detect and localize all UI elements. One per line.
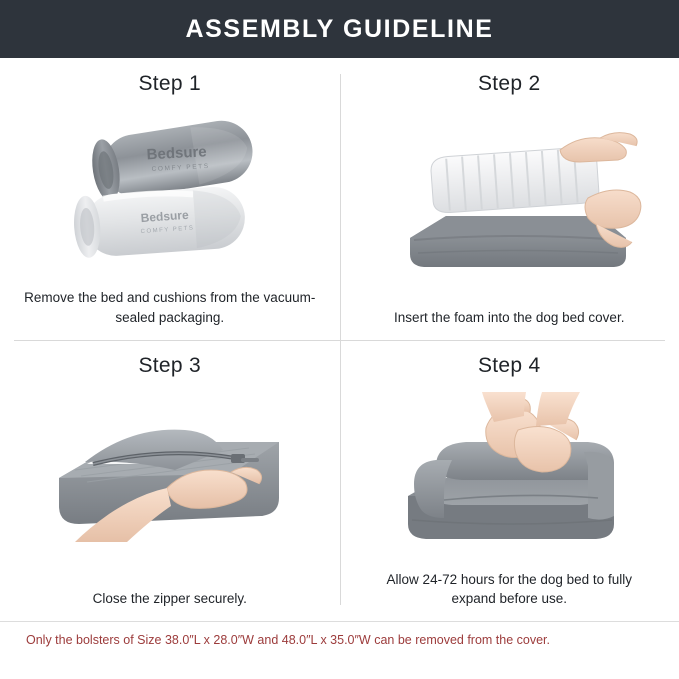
step-caption-3: Close the zipper securely. <box>92 591 247 607</box>
hand-closing-zipper-illustration <box>18 382 322 588</box>
step-caption-4: Allow 24-72 hours for the dog bed to fully expand before use. <box>386 571 632 607</box>
svg-text:Bedsure: Bedsure <box>146 142 207 164</box>
hands-inserting-foam-illustration <box>358 100 662 306</box>
header-bar <box>0 0 679 58</box>
step-cell-3 <box>0 340 340 622</box>
steps-grid <box>0 58 679 621</box>
size-restriction-note: Only the bolsters of Size 38.0″L x 28.0″W and 48.0″L x 35.0″W can be removed from the cover. <box>26 633 550 647</box>
footer-note-area <box>0 621 679 679</box>
step-caption-1: Remove the bed and cushions from the vacuum-sealed packaging. <box>24 290 316 325</box>
step-title-2: Step 2 <box>477 72 541 95</box>
svg-text:Bedsure: Bedsure <box>139 207 189 225</box>
step-cell-4 <box>340 340 679 622</box>
step-caption-2: Insert the foam into the dog bed cover. <box>394 309 625 325</box>
svg-text:COMFY PETS: COMFY PETS <box>140 225 195 235</box>
step-cell-2 <box>340 58 679 340</box>
svg-text:COMFY PETS: COMFY PETS <box>151 162 210 173</box>
hands-pressing-bed-illustration <box>358 382 662 568</box>
page-title: ASSEMBLY GUIDELINE <box>185 14 494 43</box>
step-cell-1 <box>0 58 340 340</box>
rolled-vacuum-packs-illustration <box>18 100 322 286</box>
step-title-3: Step 3 <box>138 353 201 377</box>
step-title-4: Step 4 <box>477 353 541 377</box>
step-title-1: Step 1 <box>138 72 201 95</box>
